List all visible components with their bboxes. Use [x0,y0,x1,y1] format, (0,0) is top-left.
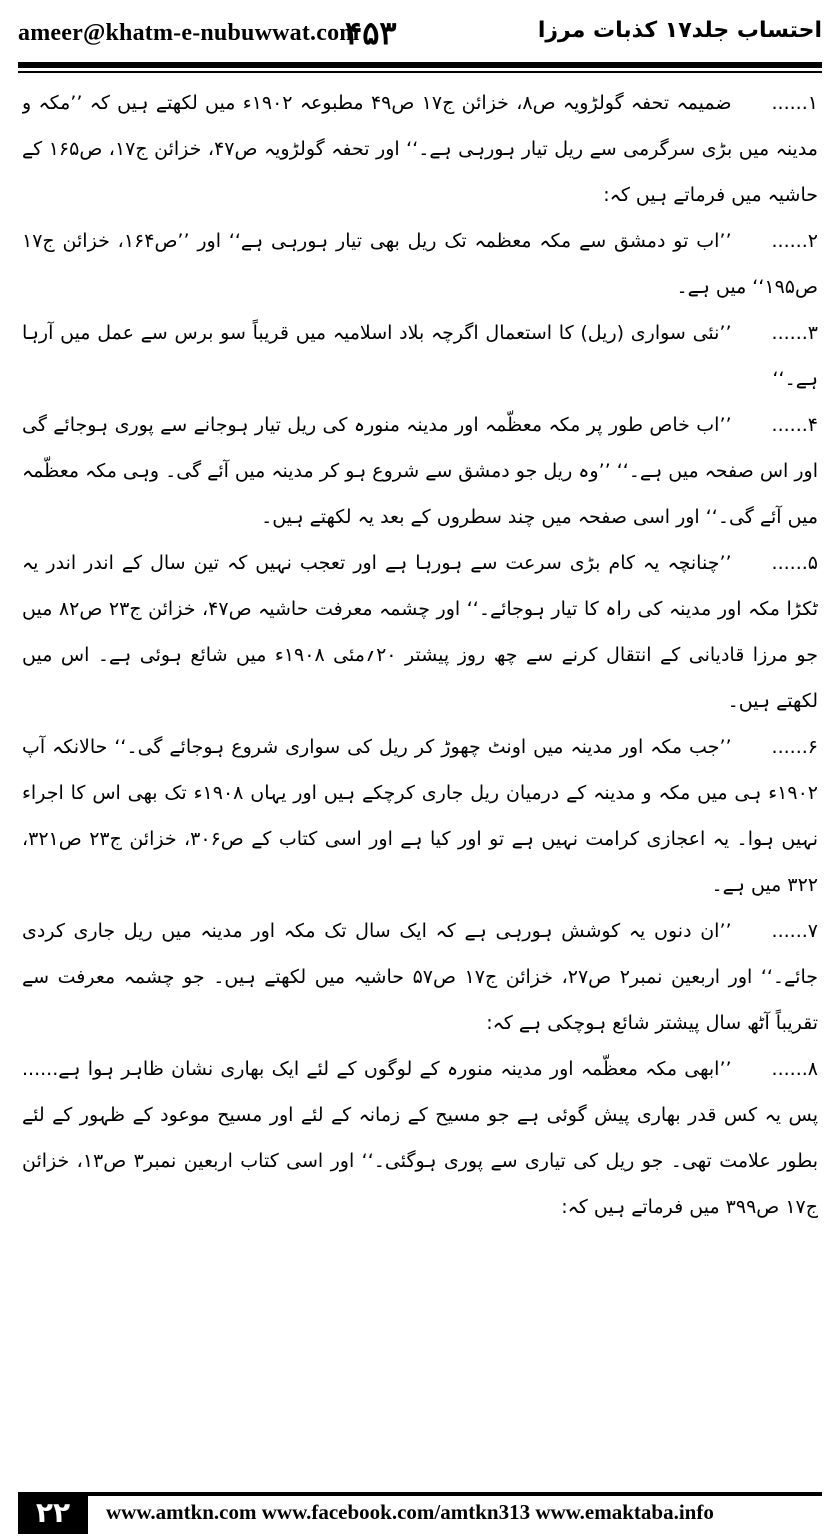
paragraph-4 [22,402,818,540]
paragraph-text: ’’اب خاص طور پر مکہ معظّمہ اور مدینہ منورہ کی ریل تیار ہوجانے سے پوری ہوجائے گی اور اس صفحہ میں ہے۔‘‘ ’’وہ ریل جو دمشق سے شروع ہو کر مدینہ میں آئے گی۔ وہی مکہ معظّمہ میں آئے گی۔‘‘ اور اسی صفحہ میں چند سطروں کے بعد یہ لکھتے ہیں۔ [22,414,818,528]
footer-page-number: ۲۲ [18,1492,88,1534]
footer-links: www.amtkn.com www.facebook.com/amtkn313 www.emaktaba.info [106,1500,714,1524]
paragraph-text: ’’نئی سواری (ریل) کا استعمال اگرچہ بلاد اسلامیہ میں قریباً سو برس سے عمل میں آرہا ہے۔‘‘ [22,322,818,390]
paragraph-7 [22,908,818,1046]
page-footer [18,1488,822,1536]
paragraph-2 [22,218,818,310]
item-number: ۱...... [771,92,818,114]
header-email: ameer@khatm-e-nubuwwat.com [18,20,360,46]
item-number: ۷...... [771,920,818,942]
item-number: ۳...... [771,322,818,344]
paragraph-5 [22,540,818,724]
item-number: ۸...... [771,1058,818,1080]
header-book-title: احتساب جلد۱۷ کذبات مرزا [537,18,822,43]
header-page-number: ۴۵۳ [345,14,397,52]
header-rule-thin [18,71,822,73]
paragraph-6 [22,724,818,908]
paragraph-text: ’’ابھی مکہ معظّمہ اور مدینہ منورہ کے لوگوں کے لئے ایک بھاری نشان ظاہر ہوا ہے...... پس یہ کس قدر بھاری پیش گوئی ہے جو مسیح کے زمانہ کے لئے اور مسیح موعود کے ظہور کے لئے بطور علامت تھی۔ جو ریل کی تیاری سے پوری ہوگئی۔‘‘ اور اسی کتاب اربعین نمبر۳ ص۱۳، خزائن ج۱۷ ص۳۹۹ میں فرماتے ہیں کہ: [22,1058,818,1218]
paragraph-8 [22,1046,818,1230]
paragraph-1 [22,80,818,218]
paragraph-text: ’’چنانچہ یہ کام بڑی سرعت سے ہورہا ہے اور تعجب نہیں کہ تین سال کے اندر اندر یہ ٹکڑا مکہ اور مدینہ کی راہ کا تیار ہوجائے۔‘‘ اور چشمہ معرفت حاشیہ ص۴۷، خزائن ج۲۳ ص۸۲ میں جو مرزا قادیانی کے انتقال کرنے سے چھ روز پیشتر ۲۰؍مئی ۱۹۰۸ء میں شائع ہوئی ہے۔ اس میں لکھتے ہیں۔ [22,552,818,712]
paragraph-text: ضمیمہ تحفہ گولڑویہ ص۸، خزائن ج۱۷ ص۴۹ مطبوعہ ۱۹۰۲ء میں لکھتے ہیں کہ ’’مکہ و مدینہ میں بڑی سرگرمی سے ریل تیار ہورہی ہے۔‘‘ اور تحفہ گولڑویہ ص۴۷، خزائن ج۱۷، ص۱۶۵ کے حاشیہ میں فرماتے ہیں کہ: [22,92,818,206]
paragraph-text: ’’اب تو دمشق سے مکہ معظمہ تک ریل بھی تیار ہورہی ہے‘‘ اور ’’ص۱۶۴، خزائن ج۱۷ ص۱۹۵‘‘ میں ہے۔ [22,230,818,298]
page-body [22,80,818,1485]
paragraph-text: ’’جب مکہ اور مدینہ میں اونٹ چھوڑ کر ریل کی سواری شروع ہوجائے گی۔‘‘ حالانکہ آپ ۱۹۰۲ء ہی میں مکہ و مدینہ کے درمیان ریل جاری کرچکے ہیں اور یہاں ۱۹۰۸ء تک بھی اس کا اجراء نہیں ہوا۔ یہ اعجازی کرامت نہیں ہے تو اور کیا ہے اور اسی کتاب کے ص۳۰۶، خزائن ج۲۳ ص۳۲۱، ۳۲۲ میں ہے۔ [22,736,818,896]
paragraph-text: ’’ان دنوں یہ کوشش ہورہی ہے کہ ایک سال تک مکہ اور مدینہ میں ریل جاری کردی جائے۔‘‘ اور اربعین نمبر۲ ص۲۷، خزائن ج۱۷ ص۵۷ حاشیہ میں لکھتے ہیں۔ جو چشمہ معرفت سے تقریباً آٹھ سال پیشتر شائع ہوچکی ہے کہ: [22,920,818,1034]
item-number: ۴...... [771,414,818,436]
page-header [0,0,840,62]
header-rule-thick [18,62,822,68]
item-number: ۵...... [771,552,818,574]
item-number: ۶...... [771,736,818,758]
footer-rule [88,1492,822,1496]
paragraph-3 [22,310,818,402]
item-number: ۲...... [771,230,818,252]
